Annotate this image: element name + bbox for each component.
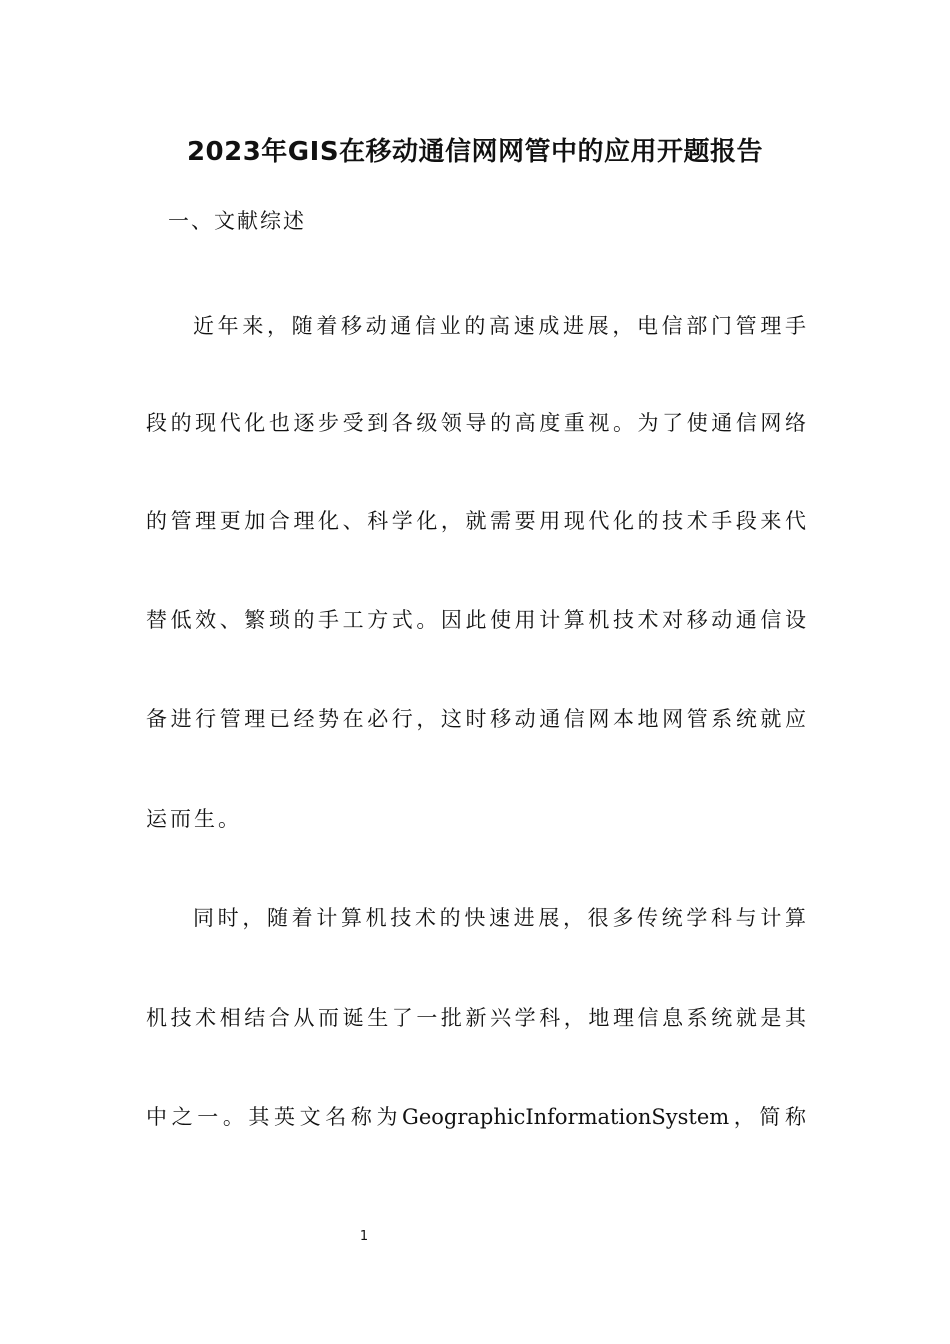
- paragraph-2-line-1: 同时，随着计算机技术的快速进展，很多传统学科与计算: [193, 906, 806, 930]
- paragraph-2-line-3: 中之一。其英文名称为GeographicInformationSystem，简称: [146, 1105, 806, 1129]
- paragraph-2-line-2: 机技术相结合从而诞生了一批新兴学科，地理信息系统就是其: [146, 1006, 806, 1030]
- section-heading: 一、文献综述: [168, 209, 306, 233]
- paragraph-1-line-6: 运而生。: [146, 807, 242, 831]
- paragraph-1-line-3: 的管理更加合理化、科学化，就需要用现代化的技术手段来代: [146, 509, 806, 533]
- document-title: 2023年GIS在移动通信网网管中的应用开题报告: [186, 137, 764, 167]
- paragraph-1-line-1: 近年来，随着移动通信业的高速成进展，电信部门管理手: [193, 314, 806, 338]
- paragraph-1-line-2: 段的现代化也逐步受到各级领导的高度重视。为了使通信网络: [146, 411, 806, 435]
- paragraph-1-line-4: 替低效、繁琐的手工方式。因此使用计算机技术对移动通信设: [146, 608, 806, 632]
- paragraph-1-line-5: 备进行管理已经势在必行，这时移动通信网本地网管系统就应: [146, 707, 806, 731]
- page-number: 1: [359, 1229, 369, 1244]
